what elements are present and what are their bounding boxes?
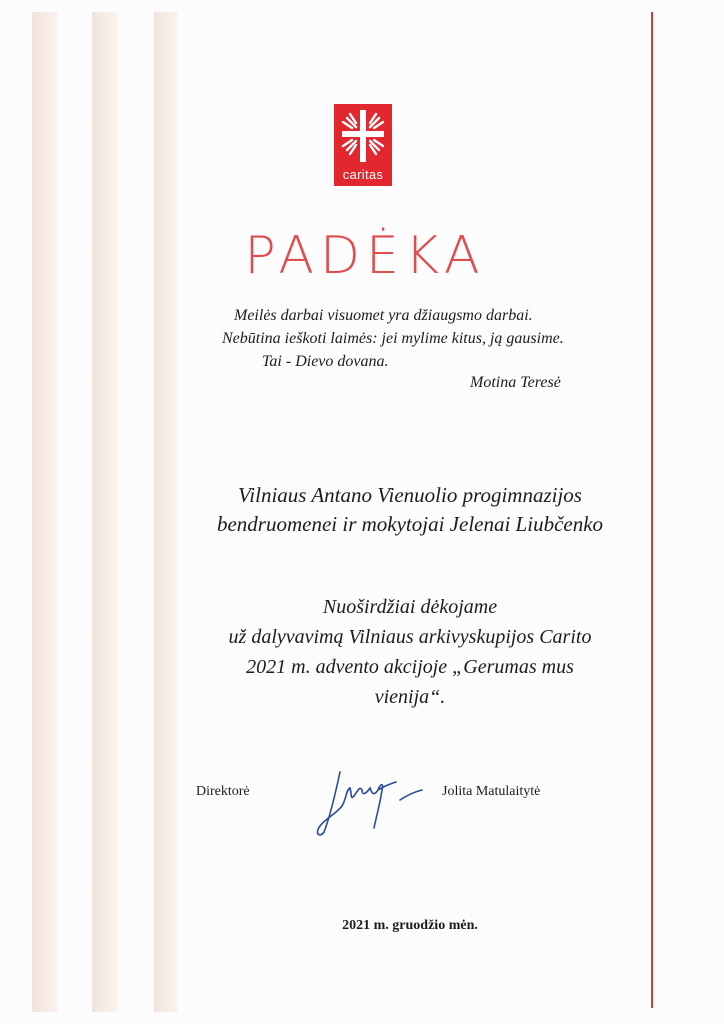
page-title: PADĖKA [244, 226, 486, 286]
logo-text: caritas [342, 167, 384, 182]
caritas-cross-icon [334, 104, 392, 166]
decorative-stripe-2 [92, 12, 118, 1012]
issue-date: 2021 m. gruodžio mėn. [342, 918, 478, 933]
caritas-logo [334, 104, 392, 186]
thanks-line-1: Nuoširdžiai dėkojame [322, 596, 498, 618]
signatory-role: Direktorė [196, 784, 250, 799]
quote-line-1: Meilės darbai visuomet yra džiaugsmo darbai. [234, 307, 533, 324]
recipient-line-2: bendruomenei ir mokytojai Jelenai Liubčenko [216, 512, 604, 536]
thanks-line-4: vienija“. [374, 686, 446, 708]
handwritten-signature [310, 760, 430, 840]
recipient-line-1: Vilniaus Antano Vienuolio progimnazijos [238, 483, 582, 507]
thanks-line-3: 2021 m. advento akcijoje „Gerumas mus [246, 656, 574, 678]
quote-line-3: Tai - Dievo dovana. [262, 353, 389, 370]
quote-line-2: Nebūtina ieškoti laimės: jei mylime kitus, ją gausime. [222, 330, 564, 347]
quote-author: Motina Teresė [470, 374, 561, 391]
decorative-stripe-1 [32, 12, 58, 1012]
thanks-line-2: už dalyvavimą Vilniaus arkivyskupijos Carito [228, 626, 592, 648]
signatory-name: Jolita Matulaitytė [442, 784, 541, 799]
